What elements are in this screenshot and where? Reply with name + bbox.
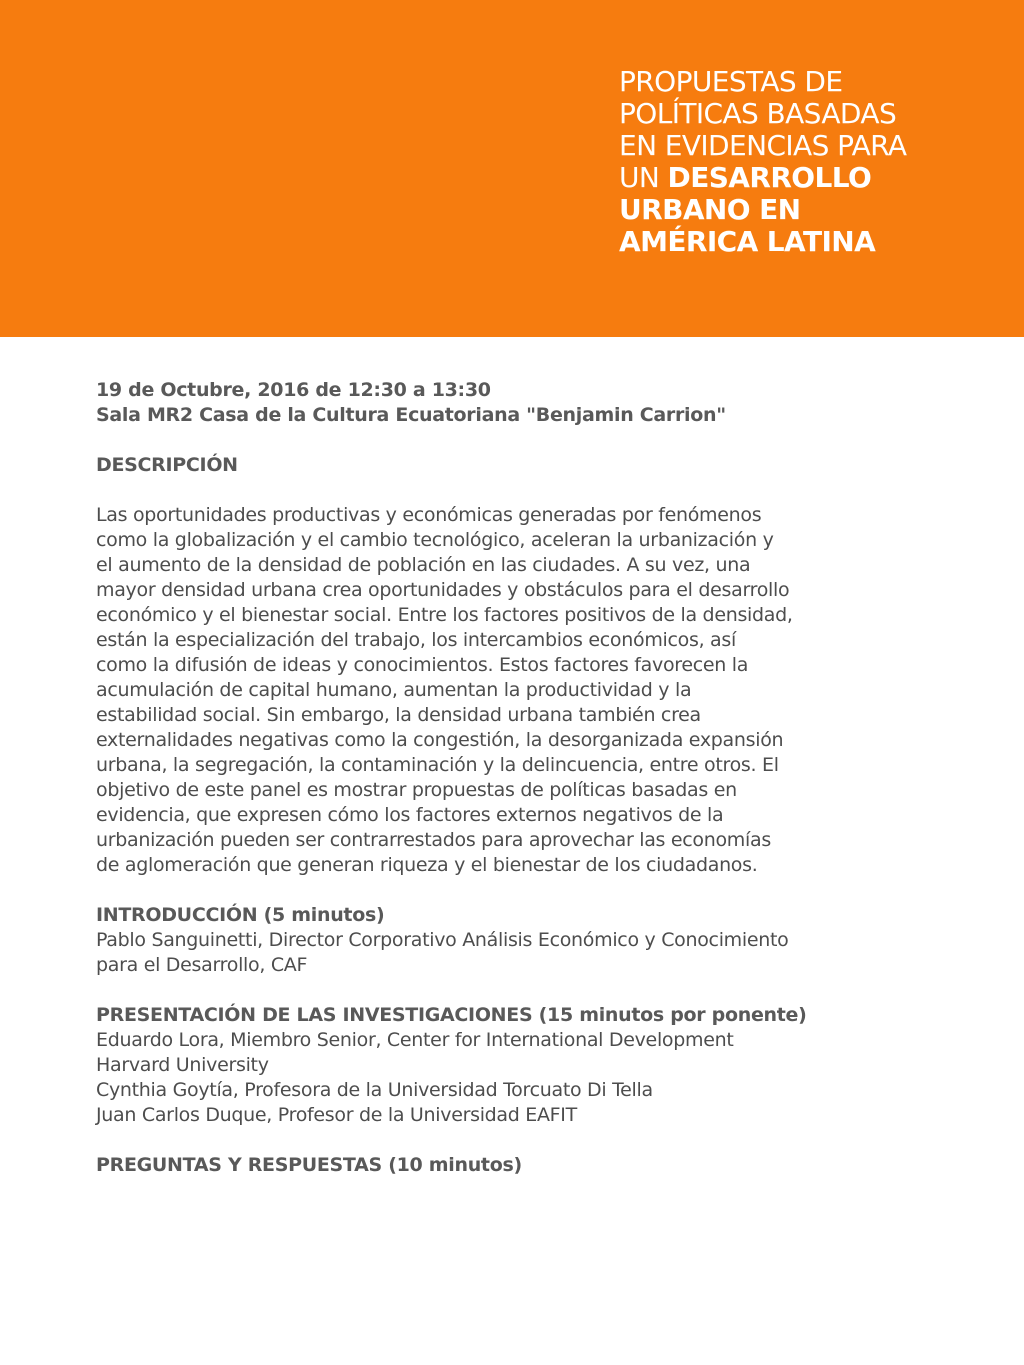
speaker-line: Harvard University (96, 1054, 269, 1076)
paragraph-line: están la especialización del trabajo, los intercambios económicos, así (96, 629, 736, 651)
title-line: PROPUESTAS DE (619, 65, 843, 98)
document-body (96, 378, 876, 1178)
title-line: POLÍTICAS BASADAS (619, 97, 897, 130)
paragraph-line: Las oportunidades productivas y económicas generadas por fenómenos (96, 504, 762, 526)
speaker-line: Eduardo Lora, Miembro Senior, Center for International Development (96, 1029, 734, 1051)
paragraph-line: urbanización pueden ser contrarrestados para aprovechar las economías (96, 829, 771, 851)
speaker-line: Juan Carlos Duque, Profesor de la Universidad EAFIT (96, 1104, 577, 1126)
title-line: EN EVIDENCIAS PARA (619, 129, 907, 162)
description-paragraph (96, 503, 876, 878)
presentations-heading: PRESENTACIÓN DE LAS INVESTIGACIONES (15 minutos por ponente) (96, 1004, 807, 1026)
event-date: 19 de Octubre, 2016 de 12:30 a 13:30 (96, 379, 491, 401)
introduction-heading: INTRODUCCIÓN (5 minutos) (96, 904, 385, 926)
paragraph-line: económico y el bienestar social. Entre los factores positivos de la densidad, (96, 604, 793, 626)
paragraph-line: estabilidad social. Sin embargo, la densidad urbana también crea (96, 704, 701, 726)
description-heading: DESCRIPCIÓN (96, 454, 238, 476)
speaker-line: Cynthia Goytía, Profesora de la Universidad Torcuato Di Tella (96, 1079, 653, 1101)
paragraph-line: mayor densidad urbana crea oportunidades y obstáculos para el desarrollo (96, 579, 790, 601)
paragraph-line: externalidades negativas como la congestión, la desorganizada expansión (96, 729, 784, 751)
speaker-line: para el Desarrollo, CAF (96, 954, 308, 976)
paragraph-line: como la difusión de ideas y conocimientos. Estos factores favorecen la (96, 654, 749, 676)
title-line: URBANO EN (619, 193, 801, 226)
title-line: AMÉRICA LATINA (619, 225, 876, 258)
paragraph-line: de aglomeración que generan riqueza y el bienestar de los ciudadanos. (96, 854, 758, 876)
paragraph-line: como la globalización y el cambio tecnológico, aceleran la urbanización y (96, 529, 774, 551)
paragraph-line: objetivo de este panel es mostrar propuestas de políticas basadas en (96, 779, 737, 801)
paragraph-line: evidencia, que expresen cómo los factores externos negativos de la (96, 804, 724, 826)
title-line-mixed (619, 162, 1019, 194)
paragraph-line: urbana, la segregación, la contaminación y la delincuencia, entre otros. El (96, 754, 779, 776)
title-prefix: UN (619, 161, 668, 194)
paragraph-line: acumulación de capital humano, aumentan la productividad y la (96, 679, 692, 701)
paragraph-line: el aumento de la densidad de población en las ciudades. A su vez, una (96, 554, 751, 576)
title-bold-word: DESARROLLO (667, 161, 872, 194)
document-title (619, 66, 1019, 258)
qa-heading: PREGUNTAS Y RESPUESTAS (10 minutos) (96, 1154, 522, 1176)
event-venue: Sala MR2 Casa de la Cultura Ecuatoriana "Benjamin Carrion" (96, 404, 726, 426)
speaker-line: Pablo Sanguinetti, Director Corporativo Análisis Económico y Conocimiento (96, 929, 789, 951)
